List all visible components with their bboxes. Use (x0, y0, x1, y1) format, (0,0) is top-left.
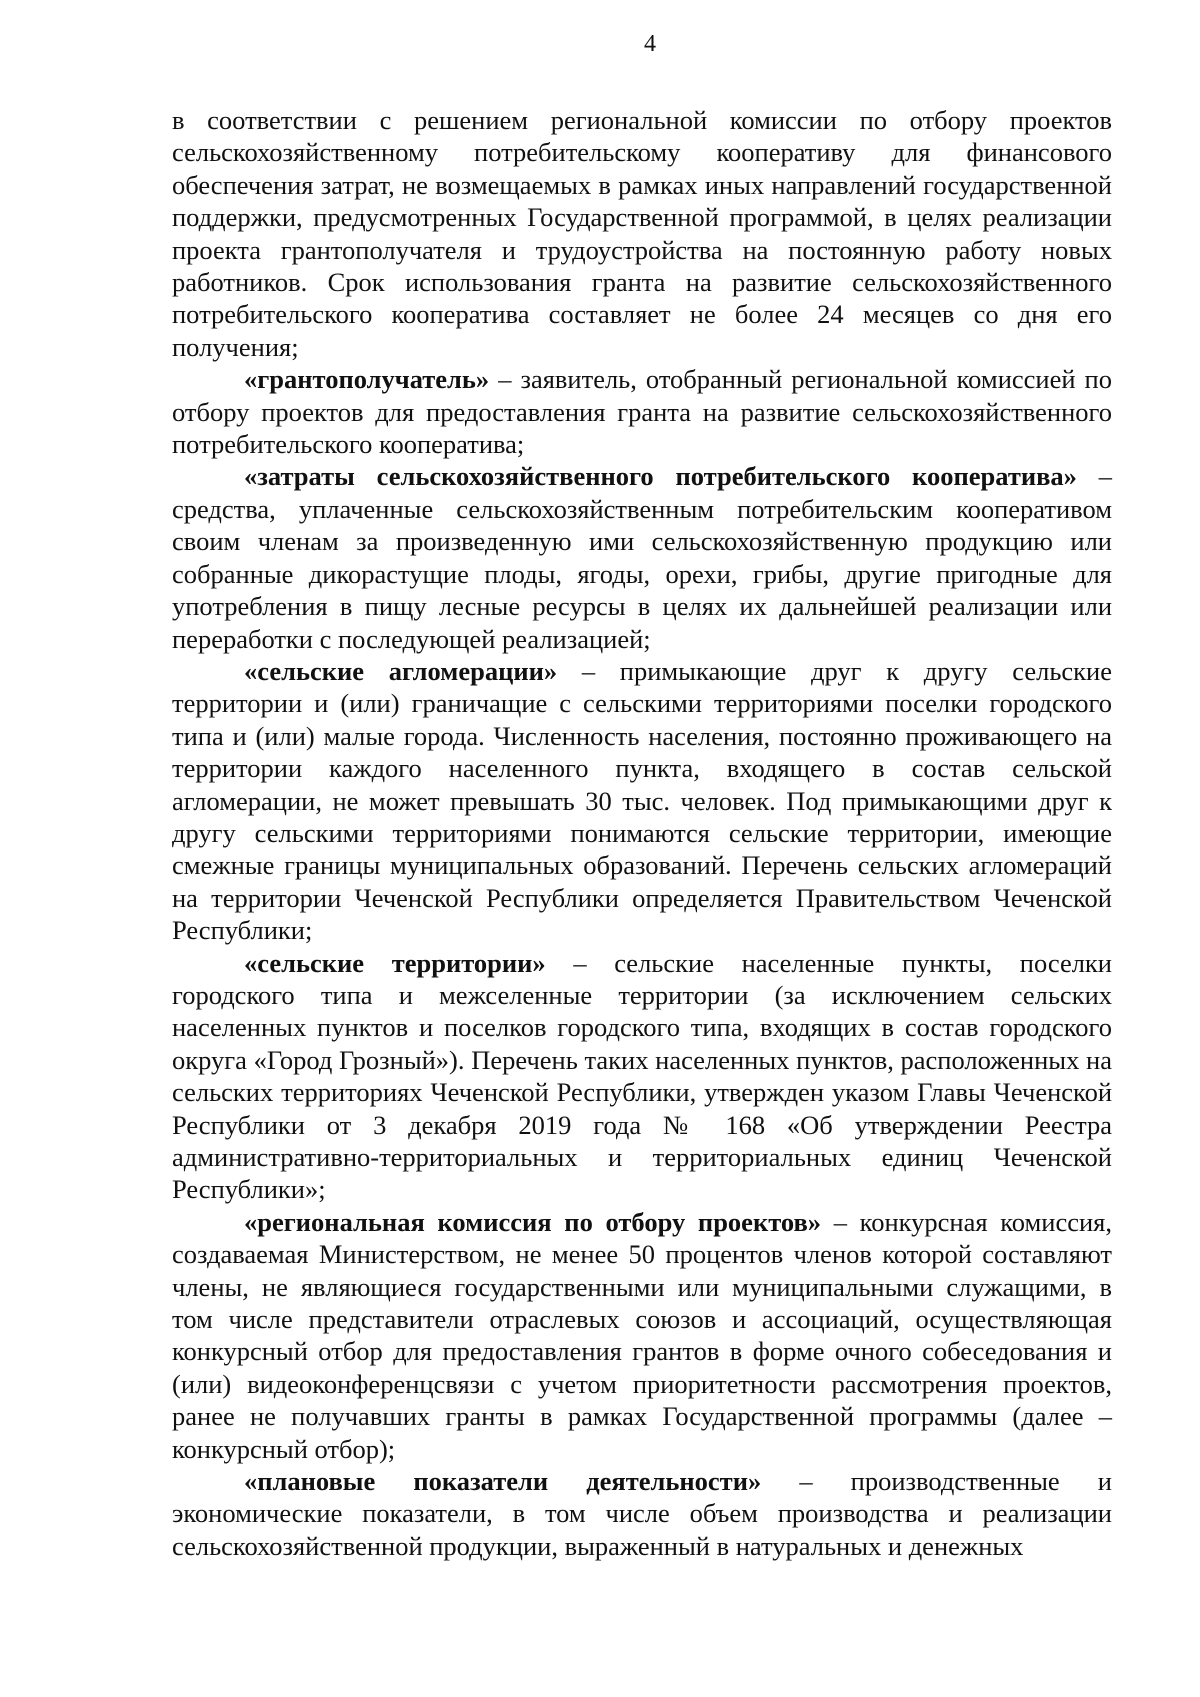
definition-text: – заявитель, отобранный региональной комиссией по отбору проектов для предоставления гранта на развитие сельскохозяйственного потребительского кооператива; (172, 364, 1112, 460)
definition-text: – средства, уплаченные сельскохозяйственным потребительским кооперативом своим членам за произведенную ими сельскохозяйственную продукцию или собранные дикорастущие плоды, ягоды, орехи, грибы, другие пригодные для употребления в пищу лесные ресурсы в целях их дальнейшей реализации или переработки с последующей реализацией; (172, 461, 1113, 654)
term: «сельские территории» (244, 947, 546, 978)
page-number: 4 (644, 31, 656, 57)
definition-text: – сельские населенные пункты, поселки городского типа и межселенные территории (за исключением сельских населенных пунктов и поселков городского типа, входящих в состав городского округа «Город Грозный»). Перечень таких населенных пунктов, расположенных на сельских территориях Чеченской Республики, утвержден указом Главы Чеченской Республики от 3 декабря 2019 года № 168 «Об утверждении Реестра административно-территориальных и территориальных единиц Чеченской Республики»; (172, 947, 1112, 1205)
term: «грантополучатель» (244, 364, 490, 395)
term: «региональная комиссия по отбору проектов» (244, 1206, 822, 1237)
definition-text: в соответствии с решением региональной комиссии по отбору проектов сельскохозяйственному потребительскому кооперативу для финансового обеспечения затрат, не возмещаемых в рамках иных направлений государственной поддержки, предусмотренных Государственной программой, в целях реализации проекта грантополучателя и трудоустройства на постоянную работу новых работников. Срок использования гранта на развитие сельскохозяйственного потребительского кооператива составляет не более 24 месяцев со дня его получения; (172, 105, 1112, 362)
paragraph-rural-territories (172, 947, 1112, 1206)
document-body (172, 104, 1112, 1562)
paragraph-regional-commission (172, 1206, 1112, 1465)
definition-text: – производственные и экономические показатели, в том числе объем производства и реализации сельскохозяйственной продукции, выраженный в натуральных и денежных (172, 1466, 1112, 1561)
term: «затраты сельскохозяйственного потребительского кооператива» (244, 461, 1077, 492)
paragraph-grant-recipient (172, 363, 1112, 460)
definition-text: – конкурсная комиссия, создаваемая Министерством, не менее 50 процентов членов которой составляют члены, не являющиеся государственными или муниципальными служащими, в том числе представители отраслевых союзов и ассоциаций, осуществляющая конкурсный отбор для предоставления грантов в форме очного собеседования и (или) видеоконференцсвязи с учетом приоритетности рассмотрения проектов, ранее не получавших гранты в рамках Государственной программы (далее – конкурсный отбор); (172, 1206, 1112, 1464)
definition-text: – примыкающие друг к другу сельские территории и (или) граничащие с сельскими территориями поселки городского типа и (или) малые города. Численность населения, постоянно проживающего на территории каждого населенного пункта, входящего в состав сельской агломерации, не может превышать 30 тыс. человек. Под примыкающими друг к другу сельскими территориями понимаются сельские территории, имеющие смежные границы муниципальных образований. Перечень сельских агломераций на территории Чеченской Республики определяется Правительством Чеченской Республики; (172, 655, 1112, 946)
term: «плановые показатели деятельности» (244, 1466, 762, 1497)
term: «сельские агломерации» (244, 655, 558, 686)
paragraph-grant-definition-continued (172, 104, 1112, 363)
paragraph-planned-indicators (172, 1465, 1112, 1562)
paragraph-rural-agglomerations (172, 655, 1112, 947)
paragraph-cooperative-costs (172, 460, 1112, 654)
